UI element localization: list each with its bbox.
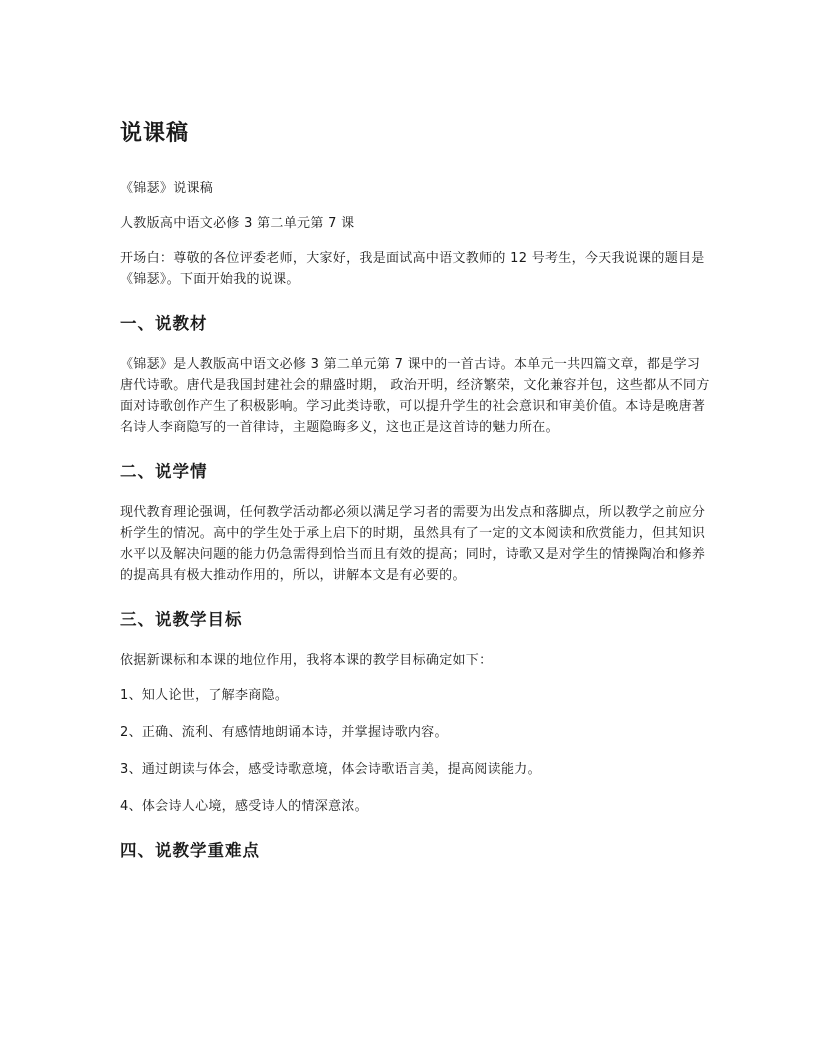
section-heading-students: 二、说学情 xyxy=(120,462,208,481)
objective-item: 4、体会诗人心境，感受诗人的情深意浓。 xyxy=(120,799,368,814)
section-heading-key-points: 四、说教学重难点 xyxy=(120,841,260,860)
objective-item: 3、通过朗读与体会，感受诗歌意境，体会诗歌语言美，提高阅读能力。 xyxy=(120,762,541,777)
document-title: 说课稿 xyxy=(120,121,190,146)
subtitle: 《锦瑟》说课稿 xyxy=(120,181,214,196)
objectives-intro: 依据新课标和本课的地位作用，我将本课的教学目标确定如下： xyxy=(120,653,493,668)
document-page xyxy=(120,118,710,881)
section-heading-objectives: 三、说教学目标 xyxy=(120,610,243,629)
section-body-students: 现代教育理论强调，任何教学活动都必须以满足学习者的需要为出发点和落脚点，所以教学之前应分析学生的情况。高中的学生处于承上启下的时期，虽然具有了一定的文本阅读和欣赏能力，但其知识水平以及解决问题的能力仍急需得到恰当而且有效的提高；同时，诗歌又是对学生的情操陶冶和修养的提高具有极大推动作用的，所以，讲解本文是有必要的。 xyxy=(120,505,706,583)
opening-paragraph: 开场白：尊敬的各位评委老师，大家好，我是面试高中语文教师的 12 号考生，今天我说课的题目是《锦瑟》。下面开始我的说课。 xyxy=(120,251,705,287)
objective-item: 1、知人论世，了解李商隐。 xyxy=(120,688,289,703)
section-body-textbook: 《锦瑟》是人教版高中语文必修 3 第二单元第 7 课中的一首古诗。本单元一共四篇文章，都是学习唐代诗歌。唐代是我国封建社会的鼎盛时期， 政治开明，经济繁荣，文化兼容并包，这些都从不同方面对诗歌创作产生了积极影响。学习此类诗歌，可以提升学生的社会意识和审美价值。本诗是晚唐著名诗人李商隐写的一首律诗，主题隐晦多义，这也正是这首诗的魅力所在。 xyxy=(120,357,710,435)
section-heading-textbook: 一、说教材 xyxy=(120,314,208,333)
objective-item: 2、正确、流利、有感情地朗诵本诗，并掌握诗歌内容。 xyxy=(120,725,448,740)
course-info: 人教版高中语文必修 3 第二单元第 7 课 xyxy=(120,216,355,231)
